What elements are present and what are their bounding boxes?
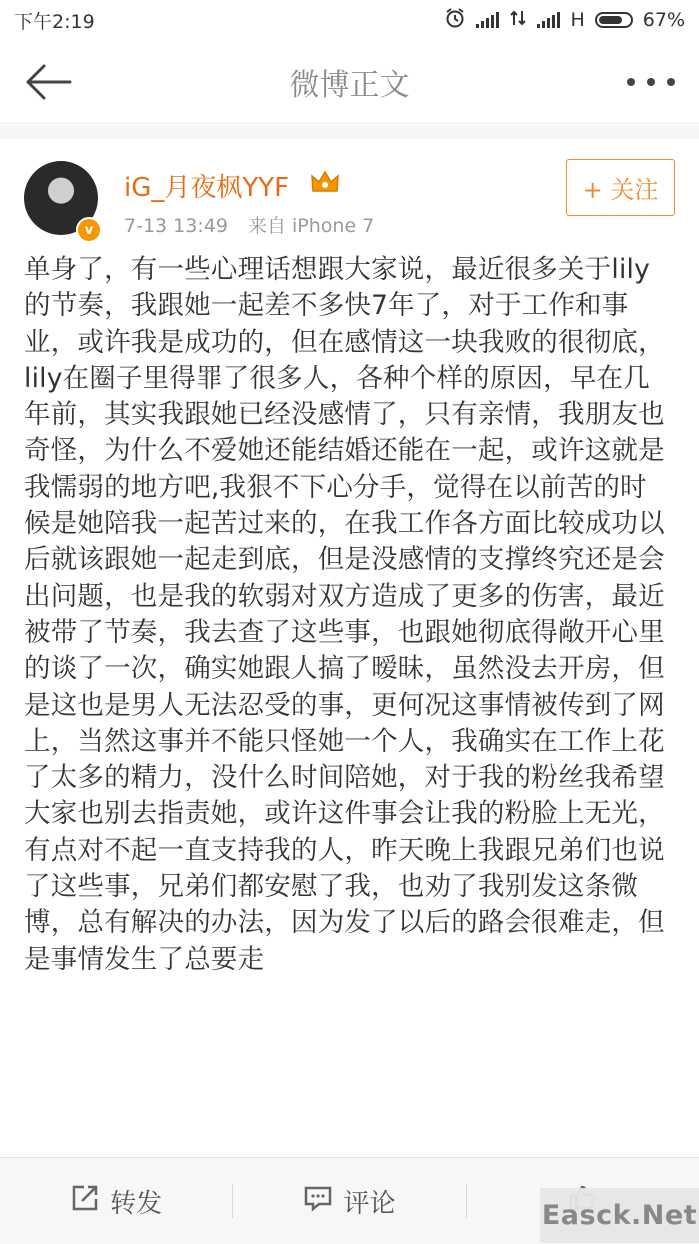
repost-button[interactable] — [0, 1158, 232, 1244]
post-timestamp: 7-13 13:49 — [124, 215, 228, 237]
status-bar — [0, 0, 699, 40]
post-header — [0, 139, 699, 249]
battery-icon — [595, 12, 633, 28]
alarm-icon — [444, 7, 466, 34]
more-options-icon[interactable] — [621, 52, 681, 112]
post-body-text: 单身了，有一些心理话想跟大家说，最近很多关于lily的节奏，我跟她一起差不多快7年了，对于工作和事业，或许我是成功的，但在感情这一块我败的很彻底，lily在圈子里得罪了很多人，各种个样的原因，早在几年前，其实我跟她已经没感情了，只有亲情，我朋友也奇怪，为什么不爱她还能结婚还能在一起，或许这就是我懦弱的地方吧,我狠不下心分手，觉得在以前苦的时候是她陪我一起苦过来的，在我工作各方面比较成功以后就该跟她一起走到底，但是没感情的支撑终究还是会出问题，也是我的软弱对双方造成了更多的伤害，最近被带了节奏，我去查了这些事，也跟她彻底得敞开心里的谈了一次，确实她跟人搞了暧昧，虽然没去开房，但是这也是男人无法忍受的事，更何况这事情被传到了网上，当然这事并不能只怪她一个人，我确实在工作上花了太多的精力，没什么时间陪她，对于我的粉丝我希望大家也别去指责她，或许这件事会让我的粉脸上无光，有点对不起一直支持我的人，昨天晚上我跟兄弟们也说了这些事，兄弟们都安慰了我，也劝了我别发这条微博，总有解决的办法，因为发了以后的路会很难走，但是事情发生了总要走 — [24, 254, 665, 975]
back-arrow-icon[interactable] — [18, 52, 78, 112]
data-arrows-icon — [509, 9, 527, 32]
comment-icon — [303, 1183, 333, 1220]
follow-button[interactable]: + 关注 — [566, 159, 675, 216]
status-icons — [444, 7, 685, 34]
divider-strip — [0, 125, 699, 139]
repost-icon — [70, 1183, 100, 1220]
crown-icon — [310, 169, 340, 199]
nav-bar — [0, 40, 699, 124]
watermark-logo: Easck.Net — [540, 1188, 699, 1243]
network-type: H — [570, 9, 585, 31]
repost-label: 转发 — [110, 1188, 163, 1219]
signal-icon-2 — [537, 12, 560, 28]
signal-icon — [476, 12, 499, 28]
battery-percent: 67% — [642, 9, 685, 31]
post-source: 来自 iPhone 7 — [247, 215, 375, 237]
post-meta — [124, 211, 388, 238]
comment-button[interactable] — [233, 1158, 465, 1244]
verified-badge: v — [76, 217, 102, 243]
comment-label: 评论 — [343, 1188, 396, 1219]
author-name[interactable]: iG_月夜枫YYF — [124, 173, 290, 203]
page-title: 微博正文 — [289, 67, 410, 103]
status-time: 下午2:19 — [14, 10, 95, 33]
